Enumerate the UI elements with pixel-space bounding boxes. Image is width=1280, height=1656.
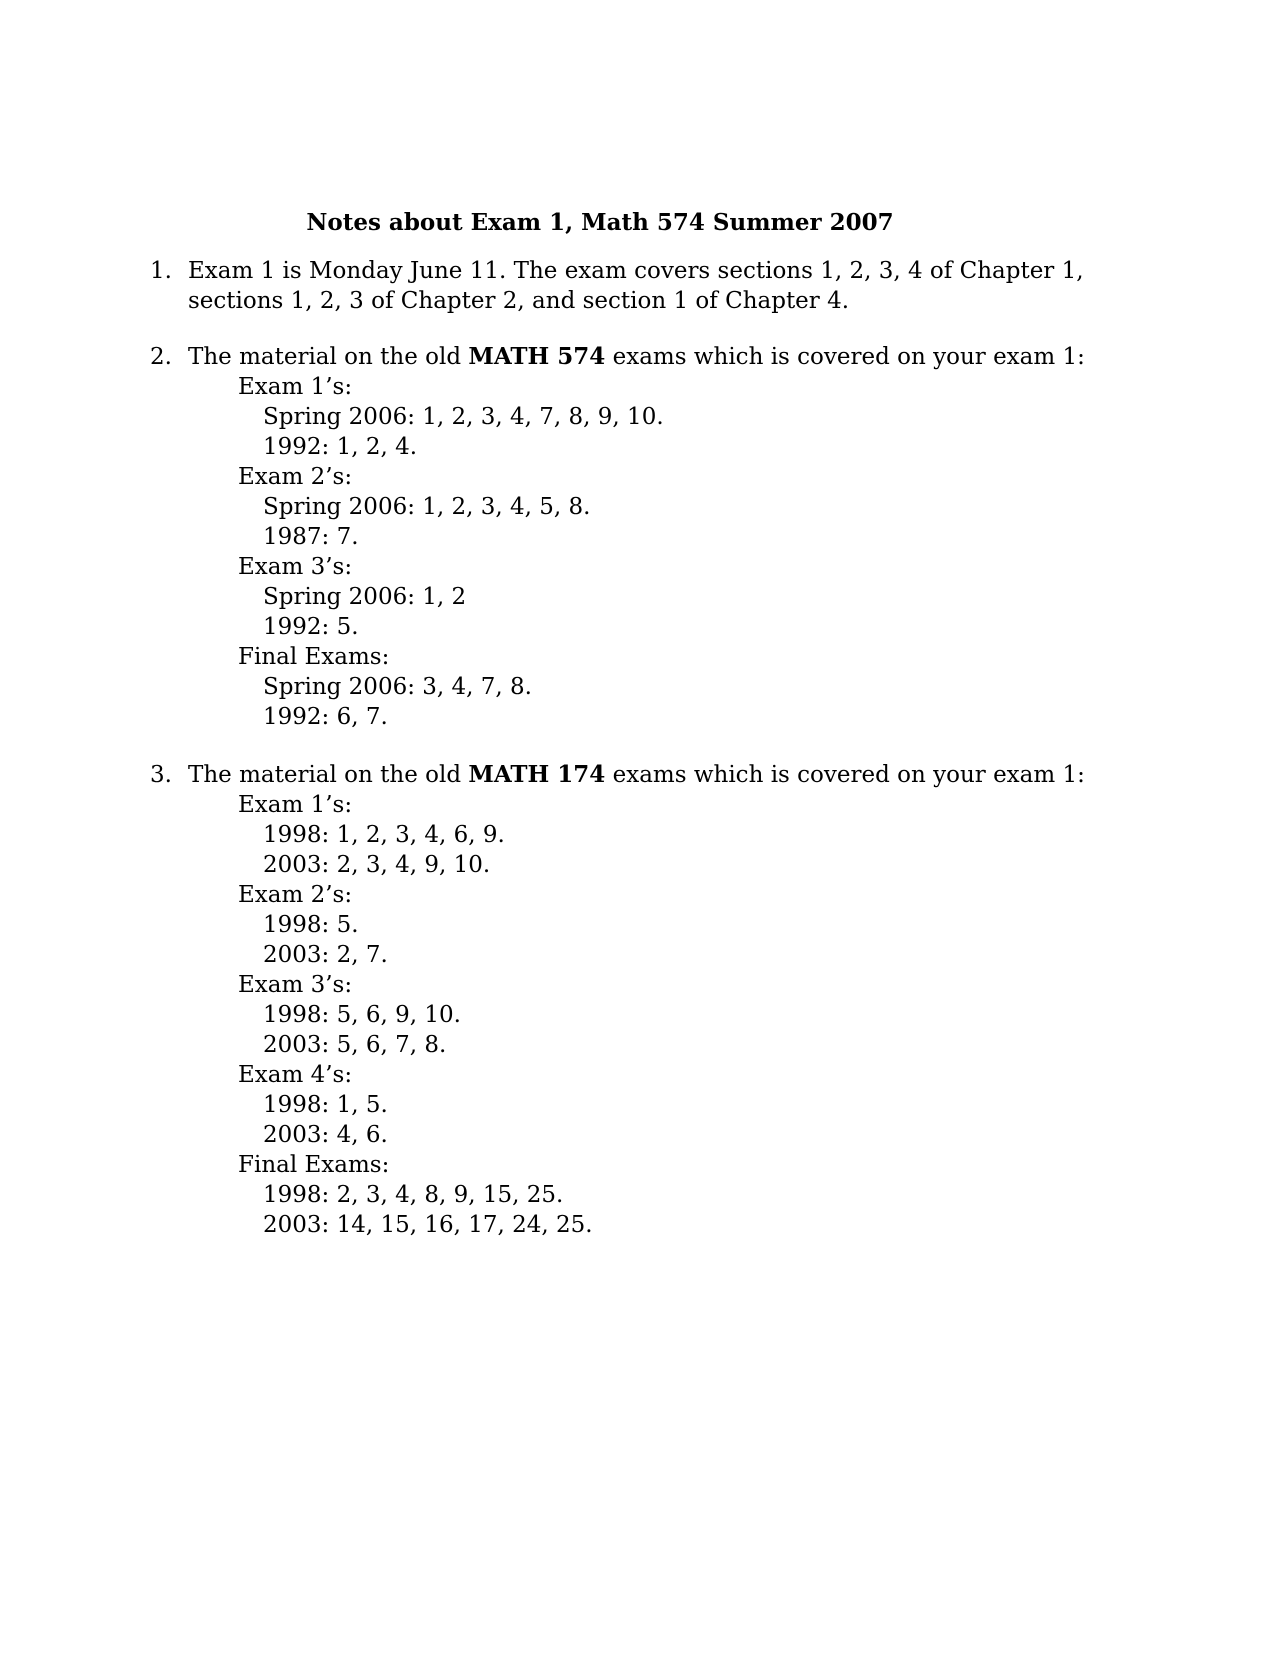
- group-entry: 2003: 2, 3, 4, 9, 10.: [263, 852, 491, 878]
- group-entry: 1992: 6, 7.: [263, 704, 388, 730]
- group-entry: Spring 2006: 1, 2: [263, 584, 467, 610]
- group-entry: 1987: 7.: [263, 524, 359, 550]
- group-entry: 1998: 5.: [263, 912, 359, 938]
- group-entry: 2003: 4, 6.: [263, 1122, 388, 1148]
- intro-text: The material on the old: [188, 344, 469, 370]
- group-entry: Spring 2006: 1, 2, 3, 4, 7, 8, 9, 10.: [263, 404, 664, 430]
- item-number: 2.: [150, 344, 172, 370]
- list-item-2: [150, 342, 1085, 732]
- group-label: Final Exams:: [238, 1152, 390, 1178]
- group-entry: Spring 2006: 3, 4, 7, 8.: [263, 674, 532, 700]
- item-number: 3.: [150, 762, 172, 788]
- item-intro: [188, 342, 1085, 372]
- group-label: Exam 2’s:: [238, 464, 353, 490]
- item-intro: [188, 760, 1085, 790]
- group-entry: 1998: 1, 5.: [263, 1092, 388, 1118]
- group-label: Exam 4’s:: [238, 1062, 353, 1088]
- group-label: Exam 1’s:: [238, 374, 353, 400]
- group-entry: 1998: 2, 3, 4, 8, 9, 15, 25.: [263, 1182, 564, 1208]
- group-entry: 1992: 1, 2, 4.: [263, 434, 418, 460]
- group-label: Final Exams:: [238, 644, 390, 670]
- group-entry: 2003: 14, 15, 16, 17, 24, 25.: [263, 1212, 593, 1238]
- item-number: 1.: [150, 258, 172, 284]
- item-text-line: sections 1, 2, 3 of Chapter 2, and section 1 of Chapter 4.: [188, 288, 850, 314]
- group-entry: Spring 2006: 1, 2, 3, 4, 5, 8.: [263, 494, 591, 520]
- list-item-3: [150, 760, 1085, 1240]
- group-label: Exam 3’s:: [238, 554, 353, 580]
- item-text-line: Exam 1 is Monday June 11. The exam covers sections 1, 2, 3, 4 of Chapter 1,: [188, 258, 1084, 284]
- group-entry: 2003: 2, 7.: [263, 942, 388, 968]
- course-name: MATH 174: [468, 761, 606, 788]
- group-label: Exam 3’s:: [238, 972, 353, 998]
- intro-text: exams which is covered on your exam 1:: [605, 762, 1085, 788]
- group-entry: 2003: 5, 6, 7, 8.: [263, 1032, 447, 1058]
- intro-text: exams which is covered on your exam 1:: [605, 344, 1085, 370]
- course-name: MATH 574: [468, 343, 606, 370]
- group-entry: 1998: 5, 6, 9, 10.: [263, 1002, 461, 1028]
- group-label: Exam 1’s:: [238, 792, 353, 818]
- group-label: Exam 2’s:: [238, 882, 353, 908]
- group-entry: 1998: 1, 2, 3, 4, 6, 9.: [263, 822, 505, 848]
- intro-text: The material on the old: [188, 762, 469, 788]
- page-title: Notes about Exam 1, Math 574 Summer 2007: [306, 209, 894, 236]
- list-item-1: [150, 256, 1084, 316]
- group-entry: 1992: 5.: [263, 614, 359, 640]
